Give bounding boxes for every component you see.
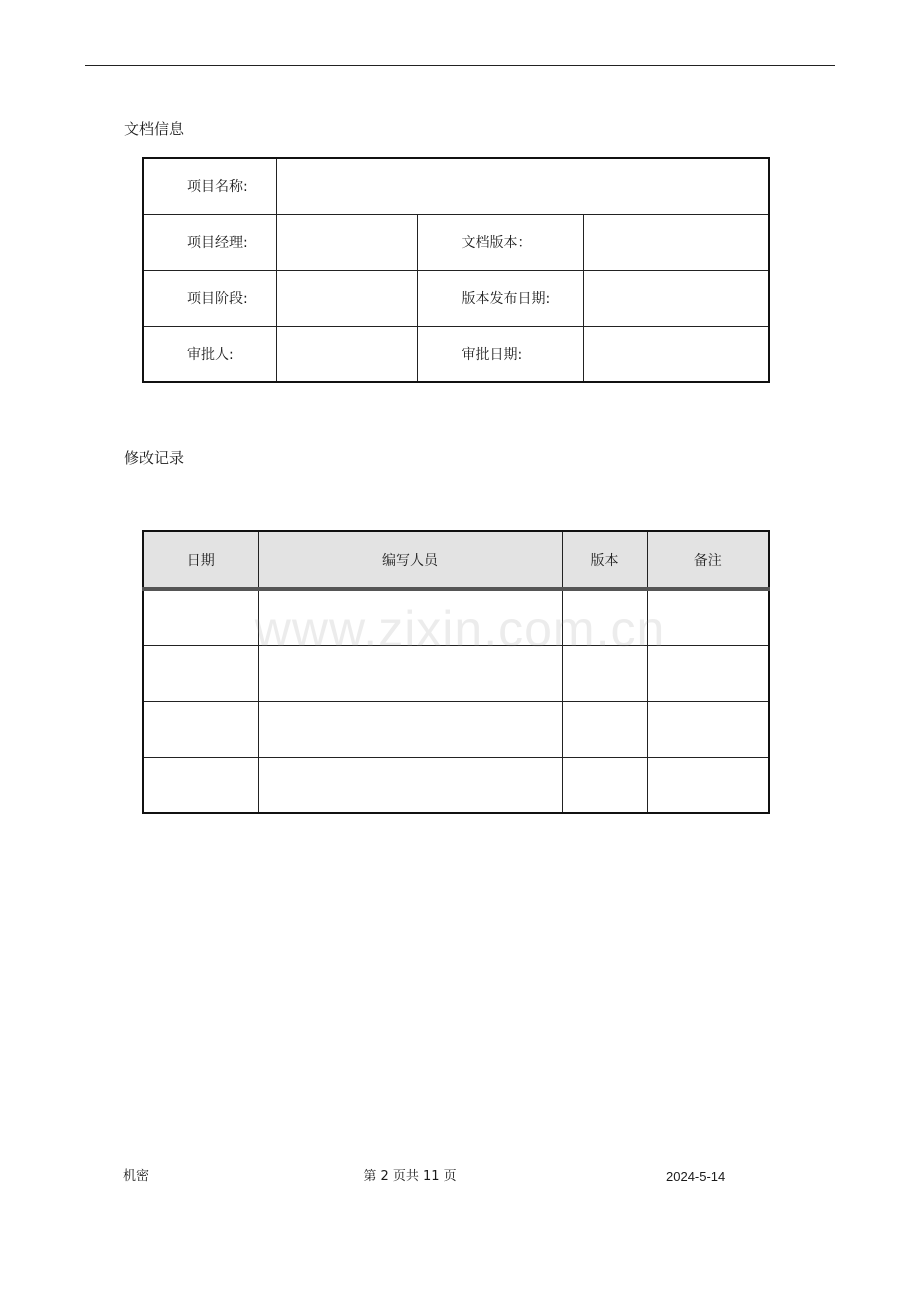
cell-author[interactable] [258, 645, 562, 701]
footer-page-number: 第 2 页共 11 页 [363, 1169, 457, 1184]
cell-notes[interactable] [647, 701, 769, 757]
project-manager-label: 项目经理: [143, 214, 276, 270]
cell-version[interactable] [562, 645, 647, 701]
cell-version[interactable] [562, 701, 647, 757]
column-header-notes: 备注 [647, 531, 769, 589]
doc-version-value[interactable] [583, 214, 769, 270]
table-row [143, 757, 769, 813]
doc-info-table [142, 157, 770, 383]
table-row [143, 701, 769, 757]
revision-rows [143, 589, 769, 813]
cell-date[interactable] [143, 701, 258, 757]
release-date-label: 版本发布日期: [417, 270, 583, 326]
approval-date-label: 审批日期: [417, 326, 583, 382]
cell-notes[interactable] [647, 589, 769, 645]
footer-date: 2024-5-14 [666, 1169, 726, 1184]
table-row [143, 645, 769, 701]
revision-record-heading: 修改记录 [124, 449, 185, 467]
cell-notes[interactable] [647, 645, 769, 701]
cell-author[interactable] [258, 589, 562, 645]
cell-author[interactable] [258, 757, 562, 813]
column-header-author: 编写人员 [258, 531, 562, 589]
release-date-value[interactable] [583, 270, 769, 326]
doc-info-heading: 文档信息 [124, 120, 185, 138]
approval-date-value[interactable] [583, 326, 769, 382]
table-row [143, 214, 769, 270]
cell-author[interactable] [258, 701, 562, 757]
project-manager-value[interactable] [276, 214, 417, 270]
project-name-label: 项目名称: [143, 158, 276, 214]
cell-version[interactable] [562, 589, 647, 645]
column-header-version: 版本 [562, 531, 647, 589]
table-row [143, 270, 769, 326]
footer-confidential: 机密 [123, 1169, 150, 1184]
table-row [143, 589, 769, 645]
project-phase-value[interactable] [276, 270, 417, 326]
cell-date[interactable] [143, 757, 258, 813]
approver-value[interactable] [276, 326, 417, 382]
cell-notes[interactable] [647, 757, 769, 813]
table-row [143, 158, 769, 214]
header-rule [85, 65, 835, 66]
project-phase-label: 项目阶段: [143, 270, 276, 326]
cell-date[interactable] [143, 645, 258, 701]
cell-version[interactable] [562, 757, 647, 813]
revision-record-table [142, 530, 770, 814]
watermark: www.zixin.com.cn [254, 601, 666, 657]
table-row [143, 326, 769, 382]
table-header-row [143, 531, 769, 589]
cell-date[interactable] [143, 589, 258, 645]
approver-label: 审批人: [143, 326, 276, 382]
doc-version-label: 文档版本： [417, 214, 583, 270]
column-header-date: 日期 [143, 531, 258, 589]
project-name-value[interactable] [276, 158, 769, 214]
